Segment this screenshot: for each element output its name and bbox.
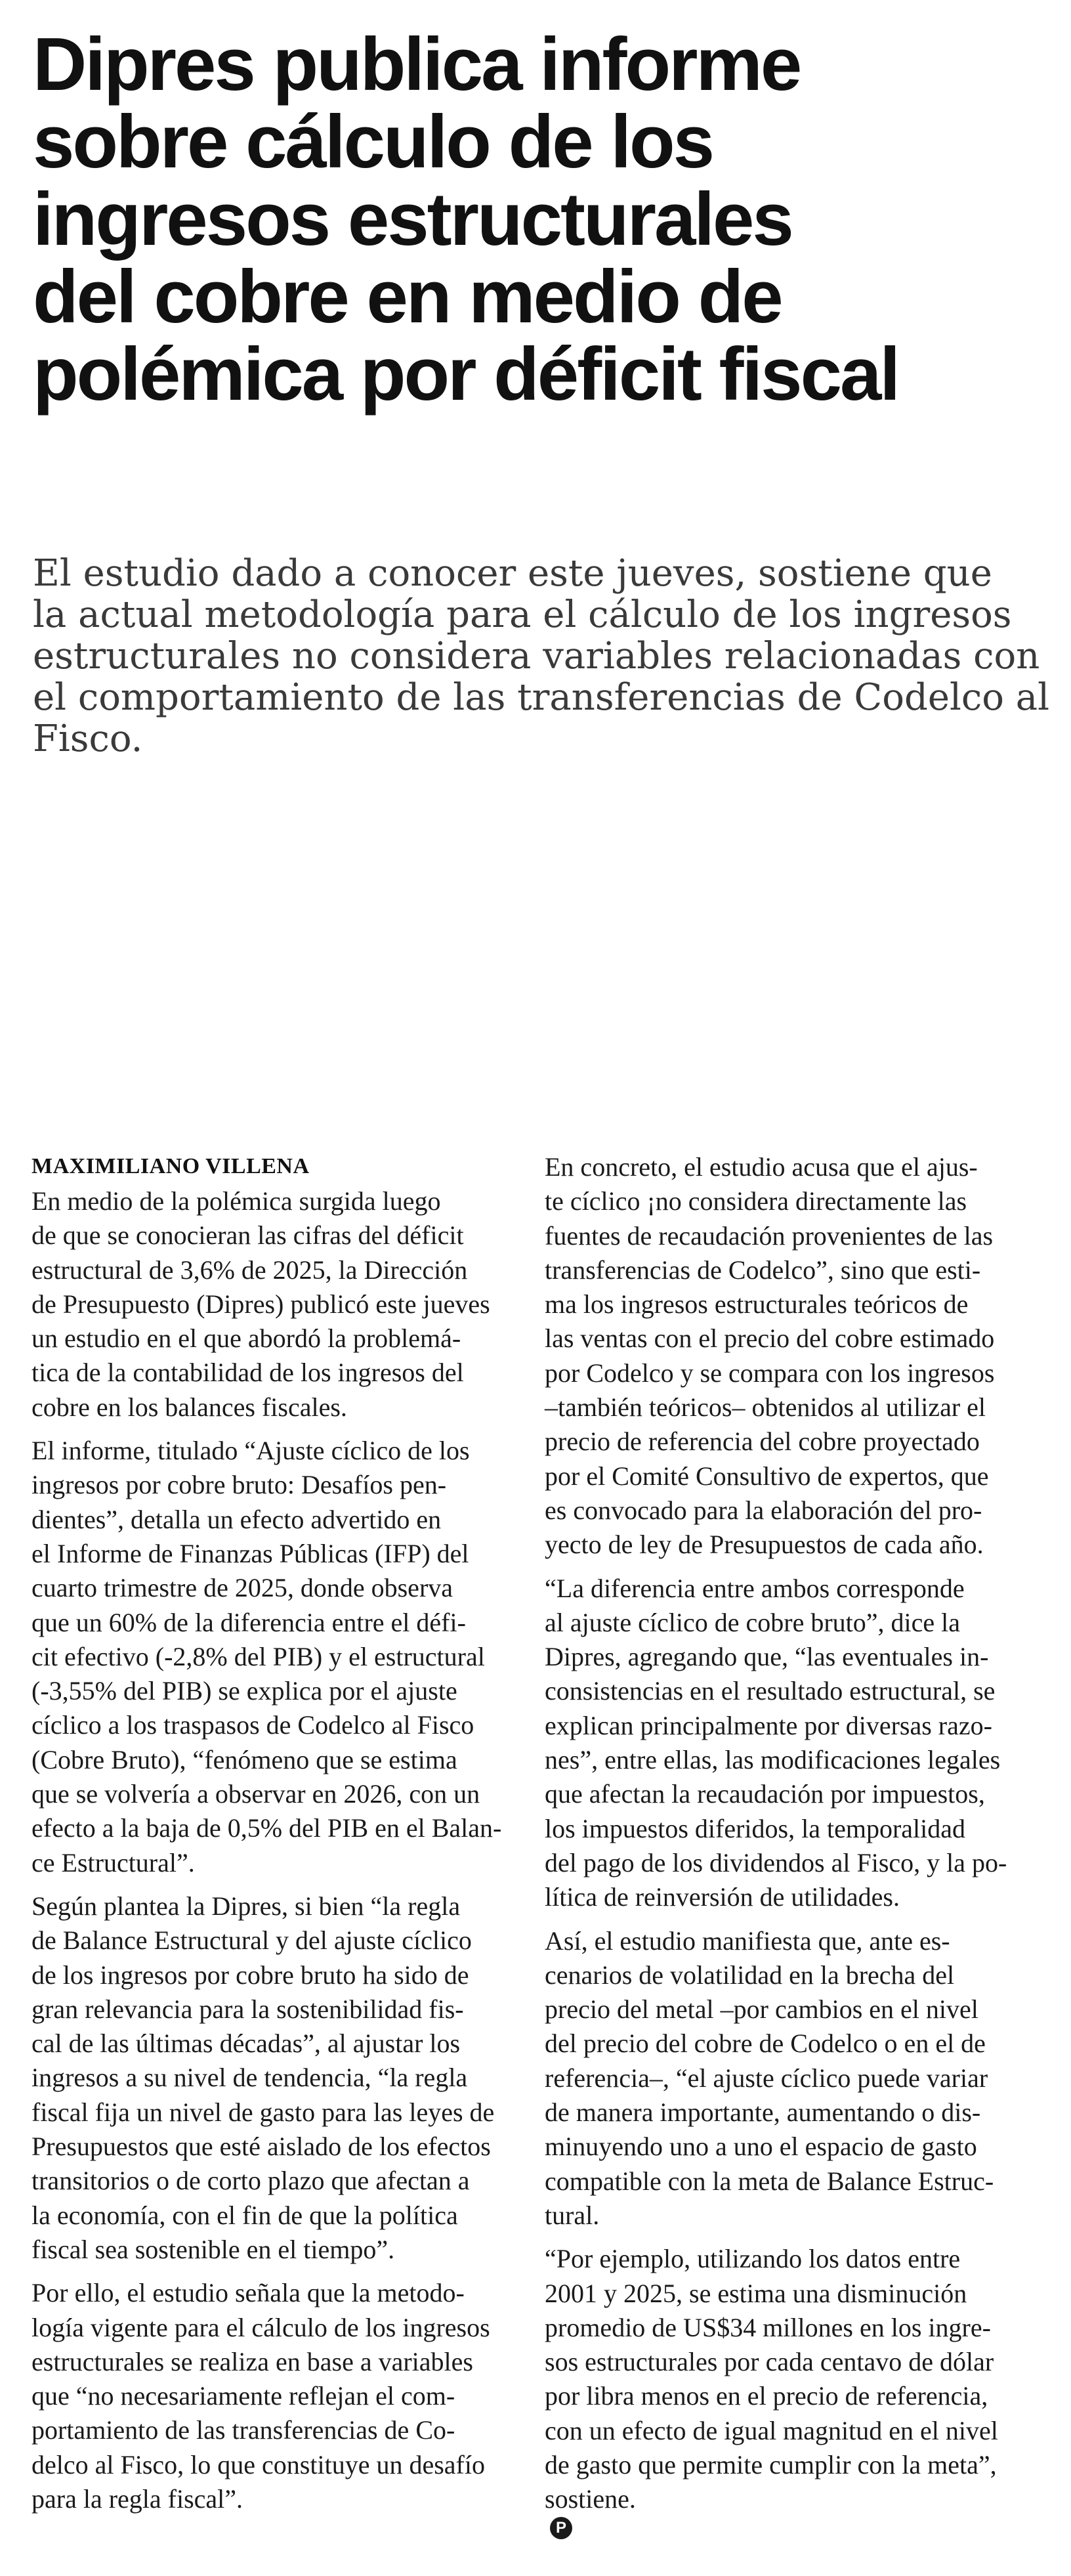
- text-line: cal de las últimas décadas”, al ajustar los: [32, 2029, 461, 2059]
- body-column-left: [32, 1184, 528, 2525]
- text-line: Dipres, agregando que, “las eventuales in-: [545, 1642, 989, 1672]
- text-line: yecto de ley de Presupuestos de cada año.: [545, 1530, 984, 1560]
- text-line: (-3,55% del PIB) se explica por el ajuste: [32, 1676, 457, 1706]
- paragraph: [545, 1150, 1041, 1562]
- text-line: Así, el estudio manifiesta que, ante es-: [545, 1925, 950, 1956]
- paragraph: [32, 2276, 528, 2516]
- text-line: cuarto trimestre de 2025, donde observa: [32, 1573, 453, 1603]
- text-line: El informe, titulado “Ajuste cíclico de los: [32, 1436, 470, 1466]
- text-line: ingresos por cobre bruto: Desafíos pen-: [32, 1470, 447, 1500]
- headline-line: Dipres publica informe: [33, 23, 801, 106]
- deck-line: El estudio dado a conocer este jueves, sostiene que: [33, 552, 992, 595]
- text-line: ma los ingresos estructurales teóricos de: [545, 1289, 969, 1320]
- text-line: promedio de US$34 millones en los ingre-: [545, 2312, 991, 2342]
- text-line: “La diferencia entre ambos corresponde: [545, 1573, 965, 1603]
- text-line: estructural de 3,6% de 2025, la Dirección: [32, 1255, 468, 1285]
- text-line: el Informe de Finanzas Públicas (IFP) del: [32, 1538, 469, 1568]
- paragraph: [32, 1184, 528, 1425]
- text-line: cit efectivo (-2,8% del PIB) y el estructural: [32, 1641, 485, 1671]
- text-line: por el Comité Consultivo de expertos, que: [545, 1461, 989, 1491]
- headline: [33, 23, 1057, 416]
- text-line: que un 60% de la diferencia entre el défi-: [32, 1607, 466, 1637]
- text-line: de manera importante, aumentando o dis-: [545, 2097, 981, 2128]
- text-line: nes”, entre ellas, las modificaciones legales: [545, 1745, 1001, 1775]
- text-line: Presupuestos que esté aislado de los efectos: [32, 2132, 491, 2162]
- text-line: tural.: [545, 2200, 600, 2230]
- text-line: la economía, con el fin de que la política: [32, 2200, 458, 2230]
- text-line: con un efecto de igual magnitud en el nivel: [545, 2415, 998, 2445]
- text-line: del pago de los dividendos al Fisco, y la po-: [545, 1847, 1007, 1878]
- text-line: “Por ejemplo, utilizando los datos entre: [545, 2244, 961, 2274]
- text-line: por libra menos en el precio de referencia,: [545, 2381, 988, 2411]
- text-line: los impuestos diferidos, la temporalidad: [545, 1813, 965, 1843]
- text-line: precio del metal –por cambios en el nivel: [545, 1994, 978, 2025]
- text-line: de los ingresos por cobre bruto ha sido de: [32, 1960, 469, 1990]
- text-line: un estudio en el que abordó la problemá-: [32, 1323, 461, 1354]
- deck-line: el comportamiento de las transferencias de Codelco al: [33, 676, 1050, 719]
- text-line: de que se conocieran las cifras del déficit: [32, 1220, 464, 1251]
- text-line: del precio del cobre de Codelco o en el de: [545, 2029, 986, 2059]
- headline-line: polémica por déficit fiscal: [33, 333, 899, 416]
- paragraph: [32, 1889, 528, 2267]
- byline: MAXIMILIANO VILLENA: [32, 1154, 310, 1178]
- text-line: referencia–, “el ajuste cíclico puede variar: [545, 2063, 988, 2093]
- text-line: explican principalmente por diversas razo-: [545, 1710, 992, 1740]
- text-line: estructurales se realiza en base a variables: [32, 2346, 473, 2376]
- deck-line: estructurales no considera variables relacionadas con: [33, 635, 1040, 677]
- text-line: [545, 2482, 1041, 2539]
- text-line: sos estructurales por cada centavo de dólar: [545, 2347, 994, 2377]
- text-line: cíclico a los traspasos de Codelco al Fisco: [32, 1710, 474, 1740]
- text-line: las ventas con el precio del cobre estimado: [545, 1323, 995, 1354]
- paragraph: [545, 1924, 1041, 2233]
- text-line: compatible con la meta de Balance Estruc-: [545, 2166, 994, 2196]
- text-line: cobre en los balances fiscales.: [32, 1392, 347, 1422]
- deck-line: la actual metodología para el cálculo de los ingresos: [33, 593, 1012, 636]
- text-line: precio de referencia del cobre proyectado: [545, 1427, 980, 1457]
- text-line: que se volvería a observar en 2026, con un: [32, 1779, 480, 1809]
- text-line: portamiento de las transferencias de Co-: [32, 2415, 455, 2445]
- text-line: ce Estructural”.: [32, 1847, 195, 1878]
- text-line: te cíclico ¡no considera directamente las: [545, 1186, 967, 1216]
- paragraph: [545, 1572, 1041, 1915]
- text-line: minuyendo uno a uno el espacio de gasto: [545, 2132, 977, 2162]
- text-line: que afectan la recaudación por impuestos,: [545, 1779, 985, 1809]
- text-line: tica de la contabilidad de los ingresos del: [32, 1358, 464, 1388]
- text-line: de Presupuesto (Dipres) publicó este jueves: [32, 1289, 490, 1319]
- text-line: –también teóricos– obtenidos al utilizar el: [545, 1392, 986, 1423]
- headline-line: del cobre en medio de: [33, 255, 782, 339]
- paragraph: [545, 2242, 1041, 2539]
- text-line: ingresos a su nivel de tendencia, “la regla: [32, 2063, 468, 2093]
- text-line: En concreto, el estudio acusa que el ajus-: [545, 1152, 978, 1182]
- text-line: (Cobre Bruto), “fenómeno que se estima: [32, 1744, 457, 1774]
- text-line: es convocado para la elaboración del pro-: [545, 1495, 982, 1525]
- text-line: cenarios de volatilidad en la brecha del: [545, 1960, 955, 1990]
- text-line: efecto a la baja de 0,5% del PIB en el Balan-: [32, 1813, 502, 1843]
- body-column-right: [545, 1150, 1041, 2548]
- text-line: que “no necesariamente reflejan el com-: [32, 2381, 455, 2411]
- publication-logo-icon: P: [550, 2517, 572, 2539]
- deck-line: Fisco.: [33, 718, 143, 760]
- text-line: logía vigente para el cálculo de los ingresos: [32, 2312, 490, 2342]
- text-line: para la regla fiscal”.: [32, 2483, 243, 2514]
- text-line: lítica de reinversión de utilidades.: [545, 1882, 900, 1912]
- text-line: fuentes de recaudación provenientes de las: [545, 1220, 994, 1251]
- text-line: de Balance Estructural y del ajuste cíclico: [32, 1925, 472, 1956]
- text-line: transferencias de Codelco”, sino que esti-: [545, 1255, 981, 1285]
- text-line: al ajuste cíclico de cobre bruto”, dice la: [545, 1607, 961, 1637]
- deck: [33, 553, 1057, 760]
- text-line: delco al Fisco, lo que constituye un desafío: [32, 2449, 485, 2479]
- text-line: de gasto que permite cumplir con la meta”,: [545, 2449, 997, 2479]
- headline-line: ingresos estructurales: [33, 178, 792, 261]
- headline-line: sobre cálculo de los: [33, 100, 713, 184]
- text-line: Según plantea la Dipres, si bien “la regla: [32, 1891, 461, 1921]
- text-line: En medio de la polémica surgida luego: [32, 1186, 441, 1216]
- text-line: Por ello, el estudio señala que la metodo-: [32, 2278, 465, 2308]
- text-line-end: sostiene.: [545, 2484, 636, 2514]
- text-line: por Codelco y se compara con los ingresos: [545, 1358, 995, 1388]
- text-line: gran relevancia para la sostenibilidad fis-: [32, 1994, 464, 2024]
- paragraph: [32, 1434, 528, 1880]
- text-line: dientes”, detalla un efecto advertido en: [32, 1504, 442, 1534]
- text-line: transitorios o de corto plazo que afectan a: [32, 2166, 470, 2196]
- text-line: fiscal sea sostenible en el tiempo”.: [32, 2234, 395, 2264]
- text-line: consistencias en el resultado estructural, se: [545, 1676, 996, 1706]
- text-line: fiscal fija un nivel de gasto para las leyes de: [32, 2097, 495, 2127]
- text-line: 2001 y 2025, se estima una disminución: [545, 2278, 967, 2308]
